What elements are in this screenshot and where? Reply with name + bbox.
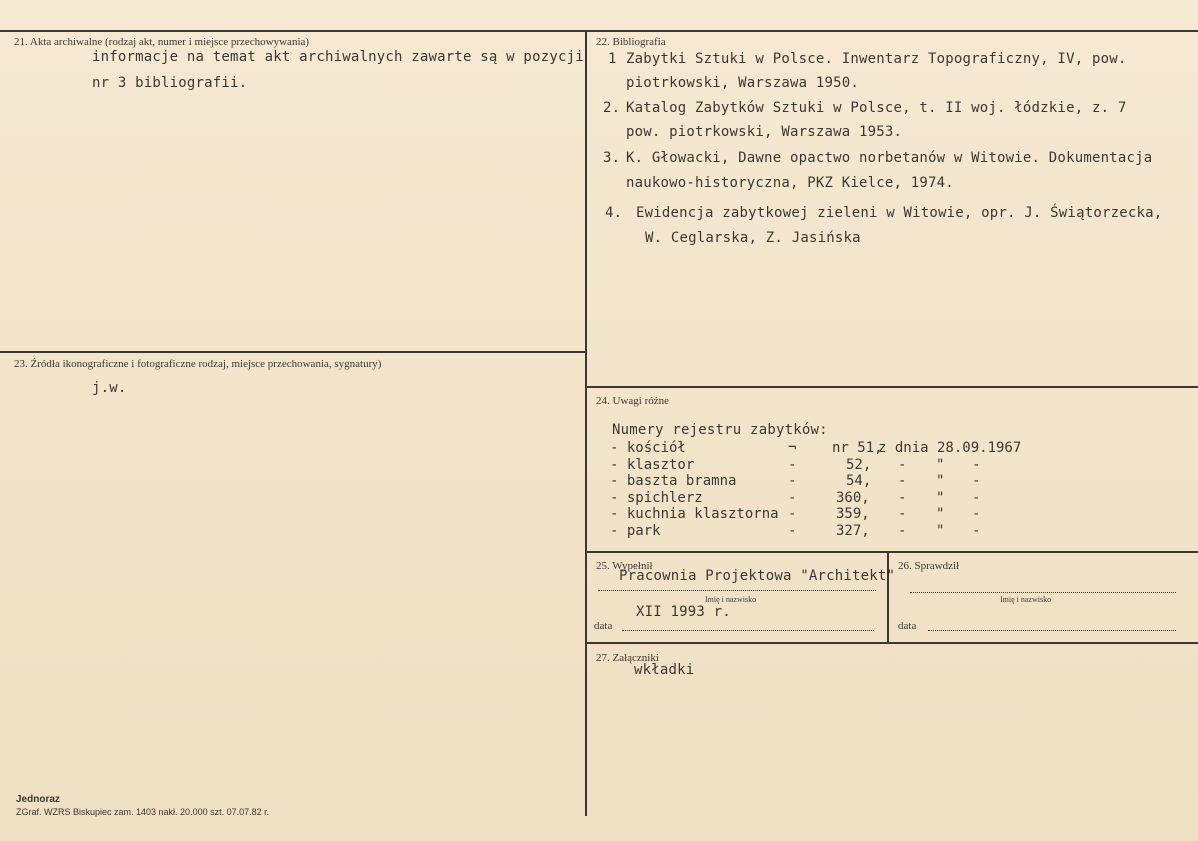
register-row-number: 360, bbox=[836, 490, 870, 506]
checked-by-name-caption: Imię i nazwisko bbox=[1000, 595, 1052, 604]
register-row-number: 52, bbox=[846, 457, 872, 473]
bibliography-entry-4-line2: W. Ceglarska, Z. Jasińska bbox=[645, 230, 861, 246]
register-row-ditto: " bbox=[936, 506, 945, 522]
register-row-ditto: " bbox=[936, 457, 945, 473]
register-row bbox=[610, 473, 1030, 489]
right-attach-divider bbox=[586, 642, 1198, 644]
register-row-name: - kościół bbox=[610, 440, 686, 456]
register-row-ditto-dash: - bbox=[898, 473, 907, 489]
register-row-dash: - bbox=[788, 473, 797, 489]
bibliography-entry-1-line2: piotrkowski, Warszawa 1950. bbox=[626, 75, 859, 91]
register-row-dash: ¬ bbox=[788, 440, 797, 456]
section-25-label: 25. Wypełnił bbox=[596, 560, 653, 572]
register-row-date: z dnia 28.09.1967 bbox=[878, 440, 1022, 456]
register-row-dash: - bbox=[788, 457, 797, 473]
bibliography-entry-3-num: 3. bbox=[603, 150, 621, 166]
bibliography-entry-4-line1: Ewidencja zabytkowej zieleni w Witowie, opr. J. Świątorzecka, bbox=[636, 205, 1163, 221]
footer-title: Jednoraz bbox=[16, 794, 60, 805]
register-row bbox=[610, 523, 1030, 539]
checked-date-label: data bbox=[898, 620, 917, 632]
register-row-number: 54, bbox=[846, 473, 872, 489]
checked-date-dotted-line bbox=[928, 630, 1176, 631]
register-row-number: 327, bbox=[836, 523, 870, 539]
register-row-dash: - bbox=[788, 506, 797, 522]
bibliography-entry-2-line2: pow. piotrkowski, Warszawa 1953. bbox=[626, 124, 903, 140]
register-row-ditto-dash: - bbox=[972, 457, 981, 473]
register-row-name: - kuchnia klasztorna bbox=[610, 506, 779, 522]
filled-by-name-caption: Imię i nazwisko bbox=[705, 595, 757, 604]
section-21-label: 21. Akta archiwalne (rodzaj akt, numer i miejsce przechowywania) bbox=[14, 36, 310, 48]
right-lower-divider bbox=[586, 551, 1198, 553]
bibliography-entry-1-line1: Zabytki Sztuki w Polsce. Inwentarz Topograficzny, IV, pow. bbox=[626, 51, 1127, 67]
section-22-label: 22. Bibliografia bbox=[596, 36, 666, 48]
register-row bbox=[610, 506, 1030, 522]
filled-by-value: Pracownia Projektowa "Architekt" bbox=[619, 568, 896, 584]
register-row bbox=[610, 457, 1030, 473]
filled-date-dotted-line bbox=[622, 630, 874, 631]
section-21-text-line1: informacje na temat akt archiwalnych zawarte są w pozycji bbox=[92, 49, 584, 65]
register-row-number: 359, bbox=[836, 506, 870, 522]
register-row-ditto-dash: - bbox=[898, 523, 907, 539]
section-23-value: j.w. bbox=[92, 380, 127, 396]
register-row-ditto-dash: - bbox=[898, 457, 907, 473]
register-row-ditto-dash: - bbox=[898, 490, 907, 506]
bibliography-entry-2-num: 2. bbox=[603, 100, 621, 116]
signature-divider bbox=[887, 551, 889, 643]
register-row-ditto-dash: - bbox=[972, 473, 981, 489]
register-row-name: - spichlerz bbox=[610, 490, 703, 506]
section-27-label: 27. Załączniki bbox=[596, 652, 659, 664]
footer-print-info: ZGraf. WZRS Biskupiec zam. 1403 nakł. 20.000 szt. 07.07.82 r. bbox=[16, 807, 270, 817]
register-row-ditto: " bbox=[936, 490, 945, 506]
bibliography-entry-1-num: 1 bbox=[608, 51, 617, 67]
register-row-name: - klasztor bbox=[610, 457, 695, 473]
filled-date-label: data bbox=[594, 620, 613, 632]
register-row-ditto-dash: - bbox=[972, 523, 981, 539]
register-row-dash: - bbox=[788, 523, 797, 539]
register-heading: Numery rejestru zabytków: bbox=[612, 422, 828, 438]
register-row-dash: - bbox=[788, 490, 797, 506]
left-mid-divider bbox=[0, 351, 586, 353]
attachments-value: wkładki bbox=[634, 662, 695, 678]
bibliography-entry-2-line1: Katalog Zabytków Sztuki w Polsce, t. II woj. łódzkie, z. 7 bbox=[626, 100, 1127, 116]
section-23-label: 23. Źródła ikonograficzne i fotograficzne rodzaj, miejsce przechowania, sygnatury) bbox=[14, 358, 382, 370]
register-row-ditto: " bbox=[936, 473, 945, 489]
section-24-label: 24. Uwagi różne bbox=[596, 395, 670, 407]
register-row-name: - park bbox=[610, 523, 661, 539]
top-border bbox=[0, 30, 1198, 32]
register-row bbox=[610, 440, 1030, 456]
register-row-number: nr 51, bbox=[832, 440, 883, 456]
filled-by-dotted-line bbox=[598, 590, 876, 591]
bibliography-entry-3-line1: K. Głowacki, Dawne opactwo norbetanów w Witowie. Dokumentacja bbox=[626, 150, 1153, 166]
bibliography-entry-3-line2: naukowo-historyczna, PKZ Kielce, 1974. bbox=[626, 175, 954, 191]
right-mid-divider bbox=[586, 386, 1198, 388]
bibliography-entry-4-num: 4. bbox=[605, 205, 623, 221]
filled-date-value: XII 1993 r. bbox=[636, 604, 731, 620]
section-26-label: 26. Sprawdził bbox=[898, 560, 960, 572]
register-row-ditto-dash: - bbox=[972, 506, 981, 522]
section-21-text-line2: nr 3 bibliografii. bbox=[92, 75, 248, 91]
register-row bbox=[610, 490, 1030, 506]
register-row-ditto-dash: - bbox=[898, 506, 907, 522]
register-row-name: - baszta bramna bbox=[610, 473, 737, 489]
register-row-ditto-dash: - bbox=[972, 490, 981, 506]
checked-by-dotted-line bbox=[910, 592, 1176, 593]
register-row-ditto: " bbox=[936, 523, 945, 539]
center-divider bbox=[585, 30, 587, 816]
